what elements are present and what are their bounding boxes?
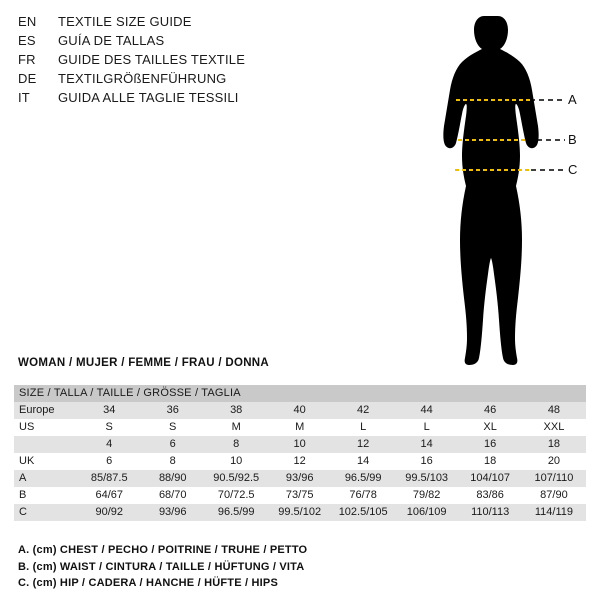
- table-cell: S: [141, 419, 204, 436]
- footnote-waist: B. (cm) WAIST / CINTURA / TAILLE / HÜFTUNG / VITA: [18, 560, 305, 573]
- table-cell: 12: [331, 436, 394, 453]
- language-row: [18, 71, 318, 90]
- marker-label-b: B: [568, 132, 577, 147]
- table-cell: 73/75: [268, 487, 331, 504]
- language-title: TEXTILE SIZE GUIDE: [58, 14, 192, 29]
- table-cell: 99.5/102: [268, 504, 331, 521]
- row-label: Europe: [14, 402, 77, 419]
- table-cell: 96.5/99: [204, 504, 267, 521]
- table-cell: 16: [395, 453, 458, 470]
- table-cell: 90/92: [77, 504, 140, 521]
- table-cell: 88/90: [141, 470, 204, 487]
- table-cell: 18: [522, 436, 586, 453]
- table-header-cell: SIZE / TALLA / TAILLE / GRÖSSE / TAGLIA: [14, 385, 586, 402]
- language-title: GUIDA ALLE TAGLIE TESSILI: [58, 90, 239, 105]
- table-row: [14, 436, 586, 453]
- table-row: [14, 487, 586, 504]
- row-label: B: [14, 487, 77, 504]
- table-row: [14, 402, 586, 419]
- table-row: [14, 470, 586, 487]
- table-cell: 10: [268, 436, 331, 453]
- language-code: IT: [18, 90, 30, 105]
- marker-label-c: C: [568, 162, 578, 177]
- table-cell: 12: [268, 453, 331, 470]
- table-cell: 99.5/103: [395, 470, 458, 487]
- size-table: [14, 385, 586, 521]
- table-cell: 76/78: [331, 487, 394, 504]
- table-cell: 8: [204, 436, 267, 453]
- size-table-wrapper: [14, 385, 586, 521]
- table-cell: 96.5/99: [331, 470, 394, 487]
- table-cell: 83/86: [458, 487, 521, 504]
- table-cell: 20: [522, 453, 586, 470]
- footnote-chest: A. (cm) CHEST / PECHO / POITRINE / TRUHE / PETTO: [18, 544, 308, 556]
- language-row: [18, 33, 318, 52]
- table-cell: M: [204, 419, 267, 436]
- female-body-figure: [400, 8, 590, 376]
- table-cell: 68/70: [141, 487, 204, 504]
- table-cell: 10: [204, 453, 267, 470]
- language-row: [18, 52, 318, 71]
- table-row: [14, 453, 586, 470]
- table-cell: 14: [395, 436, 458, 453]
- table-cell: M: [268, 419, 331, 436]
- language-row: [18, 90, 318, 109]
- table-cell: 48: [522, 402, 586, 419]
- table-cell: 110/113: [458, 504, 521, 521]
- table-cell: 16: [458, 436, 521, 453]
- table-cell: 104/107: [458, 470, 521, 487]
- table-cell: XXL: [522, 419, 586, 436]
- table-cell: 34: [77, 402, 140, 419]
- table-cell: 42: [331, 402, 394, 419]
- table-cell: 114/119: [522, 504, 586, 521]
- table-cell: S: [77, 419, 140, 436]
- silhouette-shape: [443, 16, 538, 365]
- table-cell: 93/96: [268, 470, 331, 487]
- table-cell: 6: [77, 453, 140, 470]
- table-cell: 70/72.5: [204, 487, 267, 504]
- table-cell: 6: [141, 436, 204, 453]
- table-cell: 93/96: [141, 504, 204, 521]
- footnote-hip: C. (cm) HIP / CADERA / HANCHE / HÜFTE / HIPS: [18, 577, 278, 589]
- table-cell: 44: [395, 402, 458, 419]
- table-cell: 102.5/105: [331, 504, 394, 521]
- table-cell: 38: [204, 402, 267, 419]
- table-cell: 85/87.5: [77, 470, 140, 487]
- table-cell: XL: [458, 419, 521, 436]
- table-cell: L: [395, 419, 458, 436]
- language-code: ES: [18, 33, 36, 48]
- table-cell: 18: [458, 453, 521, 470]
- table-cell: 40: [268, 402, 331, 419]
- language-title-list: [18, 14, 318, 109]
- language-title: TEXTILGRÖßENFÜHRUNG: [58, 71, 227, 86]
- language-title: GUÍA DE TALLAS: [58, 33, 165, 48]
- table-cell: 14: [331, 453, 394, 470]
- table-cell: 79/82: [395, 487, 458, 504]
- language-code: EN: [18, 14, 37, 29]
- language-row: [18, 14, 318, 33]
- table-cell: 90.5/92.5: [204, 470, 267, 487]
- row-label: C: [14, 504, 77, 521]
- table-cell: 107/110: [522, 470, 586, 487]
- section-heading: WOMAN / MUJER / FEMME / FRAU / DONNA: [18, 357, 270, 369]
- row-label: UK: [14, 453, 77, 470]
- table-row: [14, 419, 586, 436]
- marker-label-a: A: [568, 92, 577, 107]
- table-cell: 8: [141, 453, 204, 470]
- table-cell: 46: [458, 402, 521, 419]
- table-cell: L: [331, 419, 394, 436]
- table-cell: 87/90: [522, 487, 586, 504]
- language-code: DE: [18, 71, 37, 86]
- table-cell: 64/67: [77, 487, 140, 504]
- footnote-list: [18, 542, 578, 592]
- table-cell: 4: [77, 436, 140, 453]
- row-label: [14, 436, 77, 453]
- table-header-row: [14, 385, 586, 402]
- row-label: A: [14, 470, 77, 487]
- language-title: GUIDE DES TAILLES TEXTILE: [58, 52, 246, 67]
- table-cell: 36: [141, 402, 204, 419]
- row-label: US: [14, 419, 77, 436]
- language-code: FR: [18, 52, 36, 67]
- table-row: [14, 504, 586, 521]
- table-cell: 106/109: [395, 504, 458, 521]
